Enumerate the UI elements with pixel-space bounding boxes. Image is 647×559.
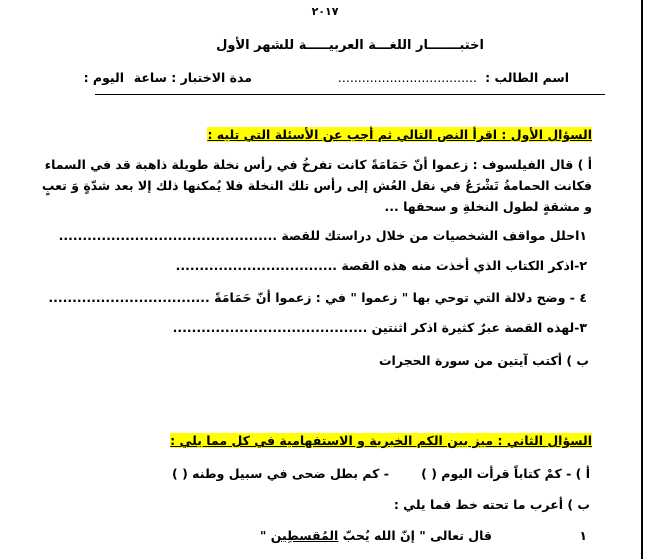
- q1-part-b: ب ) أكتب آيتين من سورة الحجرات: [378, 353, 589, 368]
- q1-item-4: ٣-لهذه القصة عبرٌ كثيرة اذكر اثنتين .........................................: [172, 320, 587, 335]
- q2-item-a1: أ ) - كمْ كتاباً قرأت اليوم ( ): [421, 466, 590, 481]
- exam-year: ٢٠١٧: [311, 5, 339, 18]
- q2-part-b: ب ) أعرب ما تحته خط فما يلي :: [393, 497, 590, 512]
- underlined-word: المُقسطِين: [270, 528, 339, 543]
- q2-item-1: قال تعالى " إنّ الله يُحبّ المُقسطِين ": [259, 528, 492, 543]
- student-name-dots: ...................................: [337, 70, 477, 85]
- page-right-border: [641, 0, 643, 559]
- header-divider: [95, 94, 605, 95]
- question-2-heading: السؤال الثاني : ميز بين الكم الخبرية و الاستفهامية في كل مما يلي :: [170, 433, 592, 448]
- q2-item-1-number: ١: [579, 528, 587, 543]
- passage-line-1: أ ) قال الفيلسوف : زعموا أنّ حَمَامَةً كانت تفرخُ في رأس نخلة طويلة ذاهبة قد في السماء: [44, 157, 592, 172]
- exam-title: اختبـــــــار اللغـــة العربيـــــة للشهر الأول: [216, 38, 484, 53]
- question-1-heading: السؤال الأول : اقرأ النص التالي ثم أجب عن الأسئلة التي تليه :: [207, 127, 592, 142]
- q1-item-3: ٤ - وضح دلالة التي توحي بها " زعموا " في : زعموا أنّ حَمَامَةً ..................................: [48, 290, 587, 305]
- duration-label: مدة الاختبار : ساعة: [133, 70, 252, 85]
- passage-line-2: فكانت الحمامةُ تَشْرَعُ في نقل العُش إلى رأس تلك النخلة فلا يُمكنها ذلك إلا بعد شدّةٍ وَ تعبٍ: [41, 178, 592, 193]
- student-name-label: اسم الطالب :: [485, 70, 569, 85]
- q1-item-2: ٢-اذكر الكتاب الذي أخذت منه هذه القصة ..................................: [175, 258, 587, 273]
- q2-item-a2: - كم بطل ضحى في سبيل وطنه ( ): [172, 466, 389, 481]
- passage-line-3: و مشقةٍ لطول النخلةِ و سحقها ...: [384, 199, 592, 214]
- day-label: اليوم :: [83, 70, 124, 85]
- q1-item-1: ١احلل مواقف الشخصيات من خلال دراستك للقصة ..............................................: [58, 228, 587, 243]
